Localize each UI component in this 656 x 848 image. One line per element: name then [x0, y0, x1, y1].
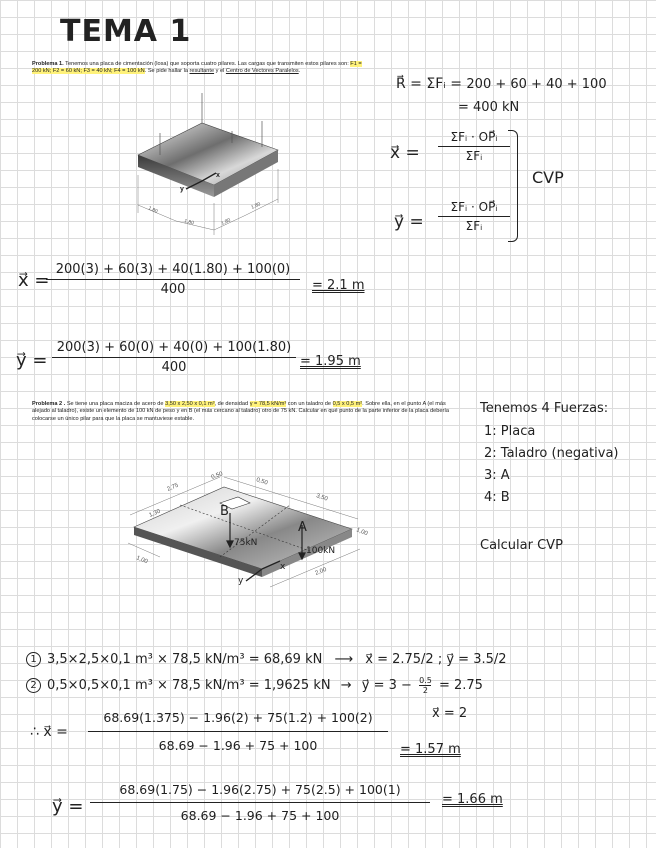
solution-line-2-text: 0,5×0,5×0,1 m³ × 78,5 kN/m³ = 1,9625 kN: [47, 678, 331, 693]
solution-line-1-text: 3,5×2,5×0,1 m³ × 78,5 kN/m³ = 68,69 kN: [47, 652, 323, 667]
final-x-num: 68.69(1.375) − 1.96(2) + 75(1.2) + 100(2): [103, 710, 373, 725]
arrow-icon: ⟶: [334, 652, 354, 667]
step-1-circle: 1: [26, 652, 41, 667]
problem-1-resultant: resultante: [189, 68, 215, 75]
dim-label: 1,80: [220, 217, 232, 227]
load-b-label: 75kN: [234, 538, 258, 548]
calc-y-den: 400: [161, 360, 187, 375]
calc-cvp-note: Calcular CVP: [480, 538, 563, 553]
cvp-y-lhs: y⃗ =: [394, 212, 424, 232]
final-y-result: = 1.66 m: [442, 792, 503, 807]
resultant-lhs: R⃗ = ΣFᵢ =: [396, 76, 462, 92]
axis-label: x: [280, 562, 286, 572]
dimension-labels: [147, 201, 262, 227]
cvp-x-fraction: [438, 130, 510, 163]
cvp-x-lhs: x⃗ =: [390, 143, 420, 163]
force-item: 1: Placa: [484, 424, 536, 439]
calc-x-fraction: [46, 262, 300, 297]
calc-x-num: 200(3) + 60(3) + 40(1.80) + 100(0): [55, 262, 291, 277]
problem-2-figure: [120, 465, 380, 615]
dim-label: 2,75: [166, 482, 180, 493]
problem-1-center: Centro de Vectores Paralelos: [225, 68, 299, 75]
fraction-num: 0.5: [419, 676, 432, 685]
problem-2-label: Problema 2 .: [32, 401, 66, 407]
dim-label: 1,00: [355, 527, 369, 538]
problem-1-loads: F1 = 200 kN; F2 = 60 kN; F3 = 40 kN; F4 = 100 kN: [32, 61, 362, 75]
force-item: 3: A: [484, 468, 510, 483]
dim-label: 0,50: [255, 477, 269, 487]
dim-label: 1,00: [135, 555, 149, 566]
dim-label: 3,50: [315, 493, 329, 503]
final-y-den: 68.69 − 1.96 + 75 + 100: [180, 808, 340, 823]
dim-label: 2,00: [314, 566, 328, 577]
axis-label: y: [238, 576, 244, 586]
plate: [134, 487, 352, 577]
calc-x-lhs: x⃗ =: [18, 270, 50, 291]
problem-1-text-c: y el: [214, 68, 226, 75]
cvp-label: CVP: [532, 168, 564, 187]
fraction-bar: [46, 279, 300, 280]
force-item: 2: Taladro (negativa): [484, 446, 619, 461]
dim-label: 1,80: [183, 218, 195, 227]
solution-x-coord: x⃗ = 2: [432, 706, 468, 721]
final-y-lhs: y⃗ =: [52, 796, 84, 817]
load-a-label: 100kN: [306, 546, 336, 556]
problem-2-dims: 3,50 x 2,50 x 0,1 m³: [165, 401, 215, 407]
final-x-lhs: ∴ x⃗ =: [30, 724, 68, 740]
solution-line-2-right-lhs: y⃗ = 3 −: [361, 678, 412, 693]
cvp-x-num: ΣFᵢ · OP⃗ᵢ: [450, 130, 498, 144]
problem-2-density: γ = 78,5 kN/m³: [249, 401, 287, 407]
final-x-den: 68.69 − 1.96 + 75 + 100: [158, 738, 318, 753]
fraction-bar: [90, 802, 430, 803]
calc-x-den: 400: [160, 282, 186, 297]
cvp-y-den: ΣFᵢ: [465, 219, 483, 233]
slab-top: [138, 123, 278, 197]
fraction-bar: [52, 357, 296, 358]
arrow-icon: →: [340, 678, 352, 693]
step-2-circle: 2: [26, 678, 41, 693]
problem-1-text-b: . Se pide hallar la: [144, 68, 190, 75]
force-item: 4: B: [484, 490, 510, 505]
calc-y-num: 200(3) + 60(0) + 40(0) + 100(1.80): [56, 340, 292, 355]
problem-2-text-c: con un taladro de: [286, 401, 333, 407]
final-y-num: 68.69(1.75) − 1.96(2.75) + 75(2.5) + 100(1): [119, 782, 401, 797]
point-b-label: B: [220, 504, 229, 519]
solution-line-2-right-res: = 2.75: [438, 678, 483, 693]
problem-2-text-b: , de densidad: [214, 401, 250, 407]
final-x-result: = 1.57 m: [400, 742, 461, 757]
problem-1-text-a: Tenemos una placa de cimentación (losa) que soporta cuatro pilares. Las cargas que transmiten estos pilares son:: [63, 61, 351, 67]
point-a-label: A: [298, 520, 307, 535]
axis-label: x: [216, 172, 220, 179]
dim-label: 1,30: [148, 508, 162, 519]
resultant-equation: [396, 76, 607, 92]
fraction-bar: [88, 731, 388, 732]
fraction-den: 2: [422, 686, 428, 695]
fraction-bar: [438, 146, 510, 147]
page-title: TEMA 1: [60, 14, 192, 49]
calc-y-fraction: [52, 340, 296, 375]
problem-1-label: Problema 1.: [32, 61, 64, 67]
cvp-y-num: ΣFᵢ · OP⃗ᵢ: [450, 200, 498, 214]
problem-2-text-d: . Sobre ella, en el punto A (el más alejado al taladro), existe un elemento de 100 kN de peso y en B (el más cercano al taladro) otro de 75 kN. Calcular en qué punto de la parte inferior de la placa debería colocarse un único pilar para que la placa se mantuviese estable.: [32, 401, 449, 422]
problem-2-hole: 0,5 x 0,5 m²: [332, 401, 363, 407]
problem-1-text-d: .: [298, 68, 301, 75]
problem-1-figure: [120, 85, 310, 245]
dim-label: 0,50: [210, 471, 224, 481]
solution-line-2: [26, 676, 483, 695]
problem-1-statement: [32, 61, 362, 76]
problem-2-statement: [32, 401, 452, 423]
cvp-y-fraction: [438, 200, 510, 233]
solution-line-1: [26, 652, 507, 667]
fraction-bar: [438, 216, 510, 217]
calc-y-lhs: y⃗ =: [16, 350, 48, 371]
cvp-x-den: ΣFᵢ: [465, 149, 483, 163]
final-x-fraction: [88, 710, 388, 753]
solution-line-1-right: x⃗ = 2.75/2 ; y⃗ = 3.5/2: [365, 652, 507, 667]
final-y-fraction: [90, 782, 430, 823]
cvp-brace: [508, 130, 518, 242]
calc-y-result: = 1.95 m: [300, 354, 361, 369]
calc-x-result: = 2.1 m: [312, 278, 365, 293]
resultant-sum: 200 + 60 + 40 + 100: [466, 77, 607, 92]
dim-label: 1,80: [250, 201, 262, 211]
fraction: [419, 676, 432, 695]
resultant-value: = 400 kN: [458, 100, 520, 115]
axis-label: y: [180, 186, 184, 193]
forces-header: Tenemos 4 Fuerzas:: [480, 401, 609, 416]
dim-label: 1,80: [147, 205, 159, 215]
problem-2-text-a: Se tiene una placa maciza de acero de: [65, 401, 166, 407]
